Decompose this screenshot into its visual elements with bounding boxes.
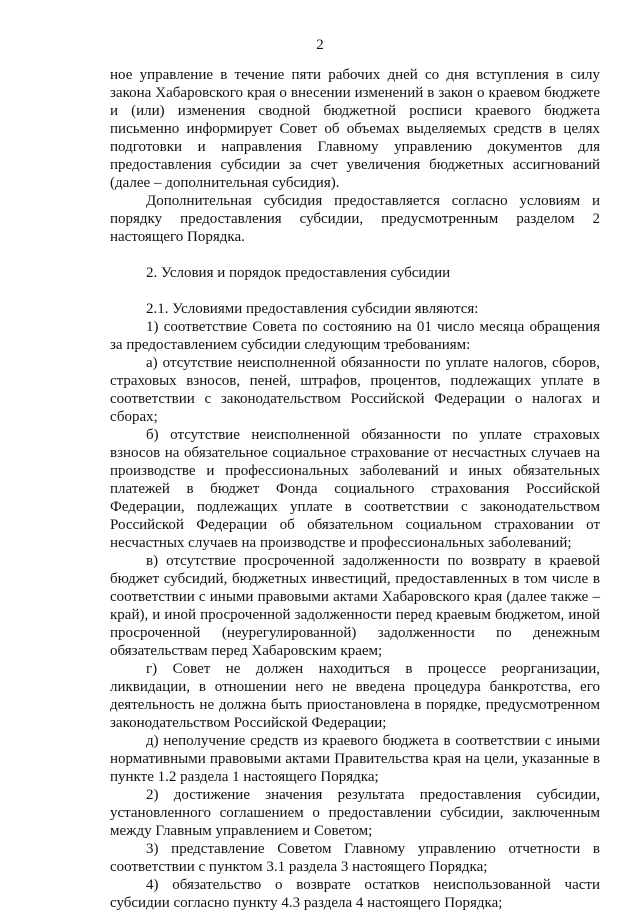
list-item-1g: г) Совет не должен находиться в процессе реорганизации, ликвидации, в отношении него не введена процедура банкротства, его деятельность не должна быть приостановлена в порядке, предусмотренном законодательством Российской Федерации; <box>110 661 600 731</box>
list-item-1d: д) неполучение средств из краевого бюджета в соответствии с иными нормативными правовыми актами Правительства края на цели, указанные в пункте 1.2 раздела 1 настоящего Порядка; <box>110 733 600 785</box>
list-item-1b: б) отсутствие неисполненной обязанности по уплате страховых взносов на обязательное социальное страхование от несчастных случаев на производстве и профессиональных заболеваний и иных обязательных платежей в бюджет Фонда социального страхования Российской Федерации, подлежащих уплате в соответствии с законодательством Российской Федерации об обязательном социальном страховании от несчастных случаев на производстве и профессиональных заболеваний; <box>110 427 600 551</box>
paragraph-additional-subsidy: Дополнительная субсидия предоставляется согласно условиям и порядку предоставления субсидии, предусмотренным разделом 2 настоящего Порядка. <box>110 193 600 245</box>
page-number: 2 <box>316 37 324 53</box>
list-item-4: 4) обязательство о возврате остатков неиспользованной части субсидии согласно пункту 4.3 раздела 4 настоящего Порядка; <box>110 877 600 911</box>
section-heading-2: 2. Условия и порядок предоставления субсидии <box>146 265 451 281</box>
clause-2-1: 2.1. Условиями предоставления субсидии являются: <box>146 301 479 317</box>
document-body <box>110 66 600 912</box>
list-item-1v: в) отсутствие просроченной задолженности по возврату в краевой бюджет субсидий, бюджетных инвестиций, предоставленных в том числе в соответствии с иными правовыми актами Хабаровского края (далее также – край), и иной просроченной задолженности перед краевым бюджетом, иной просроченной (неурегулированной) задолженности по денежным обязательствам перед Хабаровским краем; <box>110 553 600 659</box>
paragraph-continuation: ное управление в течение пяти рабочих дней со дня вступления в силу закона Хабаровского края о внесении изменений в закон о краевом бюджете и (или) изменения сводной бюджетной росписи краевого бюджета письменно информирует Совет об объемах выделяемых средств в целях подготовки и направления Главному управлению документов для предоставления субсидии за счет увеличения бюджетных ассигнований (далее – дополнительная субсидия). <box>110 67 600 191</box>
list-item-2: 2) достижение значения результата предоставления субсидии, установленного соглашением о предоставлении субсидии, заключенным между Главным управлением и Советом; <box>110 787 600 839</box>
list-item-1a: а) отсутствие неисполненной обязанности по уплате налогов, сборов, страховых взносов, пеней, штрафов, процентов, подлежащих уплате в соответствии с законодательством Российской Федерации о налогах и сборах; <box>110 355 600 425</box>
list-item-1: 1) соответствие Совета по состоянию на 01 число месяца обращения за предоставлением субсидии следующим требованиям: <box>110 319 600 353</box>
list-item-3: 3) представление Советом Главному управлению отчетности в соответствии с пунктом 3.1 раздела 3 настоящего Порядка; <box>110 841 600 875</box>
